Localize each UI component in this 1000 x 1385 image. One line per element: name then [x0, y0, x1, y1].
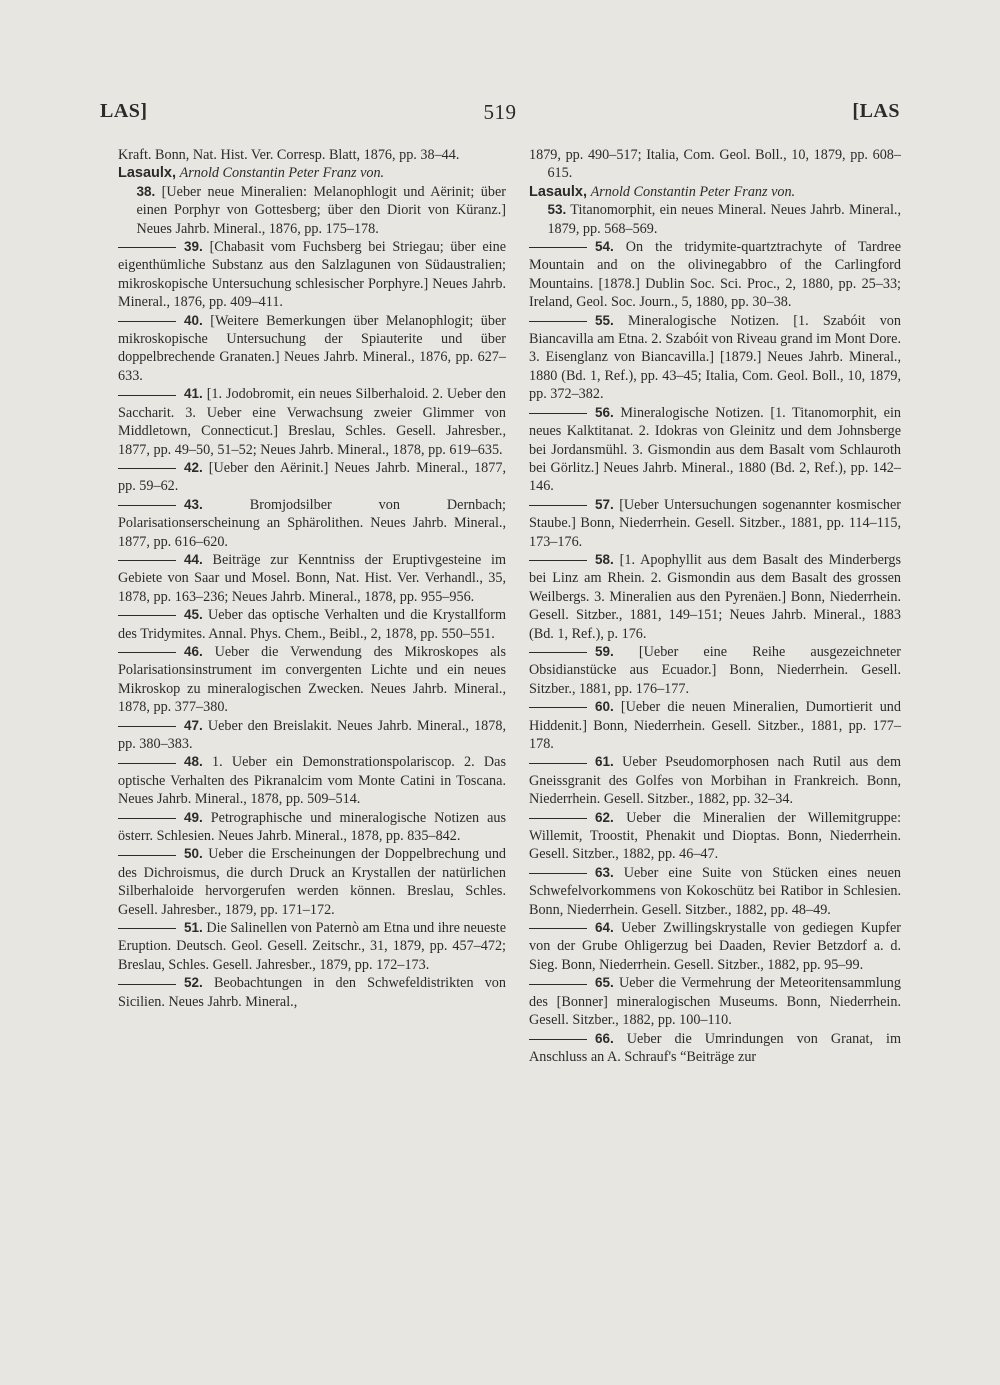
entry-number: 51.	[184, 920, 203, 936]
ditto-dash	[529, 652, 587, 653]
bibliography-entry	[529, 974, 901, 1029]
entry-text: Ueber die Verwendung des Mikroskopes als Polarisationsinstrument im convergenten Lichte und ein neues Mikroskop zu mineralogischen Zwecken. Neues Jahrb. Mineral., 1878, pp. 377–380.	[118, 643, 507, 716]
bibliography-entry	[118, 496, 506, 551]
bibliography-entry	[118, 809, 506, 846]
bibliography-entry	[529, 753, 901, 808]
author-heading	[118, 164, 506, 182]
bibliography-entry	[529, 809, 901, 864]
entry-text: Ueber die Mineralien der Willemitgruppe: Willemit, Troostit, Phenakit und Dioptas. Bonn, Niederrhein. Gesell. Sitzber., 1882, pp. 46–47.	[529, 809, 902, 863]
bibliography-entry	[118, 606, 506, 643]
entry-number: 43.	[184, 496, 203, 512]
bibliography-entry	[529, 404, 901, 496]
entry-text: Ueber Pseudomorphosen nach Rutil aus dem Gneissgranit des Golfes von Morbihan in Frankreich. Bonn, Niederrhein. Gesell. Sitzber., 1882, pp. 32–34.	[529, 754, 902, 808]
bibliography-entry	[529, 551, 901, 643]
entry-text: Titanomorphit, ein neues Mineral. Neues Jahrb. Mineral., 1879, pp. 568–569.	[547, 202, 901, 237]
entry-number: 60.	[595, 699, 614, 715]
ditto-dash	[529, 928, 587, 929]
ditto-dash	[529, 321, 587, 322]
author-heading	[529, 183, 901, 201]
page-header	[100, 100, 900, 130]
ditto-dash	[118, 615, 176, 616]
bibliography-entry	[118, 551, 506, 606]
entry-number: 40.	[184, 312, 203, 328]
entry-text: [Ueber den Aërinit.] Neues Jahrb. Mineral., 1877, pp. 59–62.	[118, 459, 507, 495]
bibliography-entry	[118, 974, 506, 1011]
entry-number: 63.	[595, 864, 614, 880]
entry-text: Beobachtungen in den Schwefeldistrikten von Sicilien. Neues Jahrb. Mineral.,	[118, 975, 506, 1010]
ditto-dash	[118, 247, 176, 248]
ditto-dash	[118, 928, 176, 929]
page-number: 519	[483, 100, 517, 124]
entry-number: 41.	[184, 386, 203, 402]
ditto-dash	[529, 413, 587, 414]
author-given-names: Arnold Constantin Peter Franz von.	[590, 183, 796, 200]
author-surname: Lasaulx,	[118, 165, 177, 182]
author-given-names: Arnold Constantin Peter Franz von.	[179, 165, 385, 182]
entry-text: Ueber den Breislakit. Neues Jahrb. Mineral., 1878, pp. 380–383.	[118, 717, 507, 752]
entry-number: 57.	[595, 496, 614, 512]
bibliography-entry	[118, 459, 506, 496]
bibliography-entry	[529, 238, 901, 312]
bibliography-entry	[529, 864, 901, 919]
author-surname: Lasaulx,	[529, 183, 588, 200]
entry-number: 38.	[136, 183, 156, 199]
entry-number: 50.	[184, 846, 203, 862]
entry-text: Petrographische und mineralogische Notizen aus österr. Schlesien. Neues Jahrb. Mineral., 1878, pp. 835–842.	[118, 809, 506, 845]
entry-text: 1. Ueber ein Demonstrationspolariscop. 2. Das optische Verhalten des Pikranalcim vom Monte Catini in Toscana. Neues Jahrb. Mineral., 1878, pp. 509–514.	[118, 754, 506, 808]
entry-text: [Ueber Untersuchungen sogenannter kosmischer Staube.] Bonn, Niederrhein. Gesell. Sitzber., 1881, pp. 114–115, 173–176.	[529, 496, 901, 550]
entry-number: 58.	[595, 551, 614, 567]
entry-text: [Ueber die neuen Mineralien, Dumortierit und Hiddenit.] Bonn, Niederrhein. Gesell. Sitzber., 1881, pp. 177–178.	[529, 699, 901, 752]
bibliography-entry	[529, 1030, 901, 1067]
entry-text: Ueber die Erscheinungen der Doppelbrechung und des Dichroismus, die durch Druck an Krystallen der natürlichen Silberhaloide hervorgerufen werden können. Breslau, Schles. Gesell. Jahresber., 1879, pp. 171–172.	[118, 846, 507, 918]
entry-text: Mineralogische Notizen. [1. Titanomorphit, ein neues Kalktitanat. 2. Idokras von Gleinitz und dem Johnsberge bei Jordansmühl. 3. Gismondin aus dem Basalt vom Schlauroth bei Görlitz.] Neues Jahrb. Mineral., 1880 (Bd. 2, Ref.), pp. 142–146.	[529, 404, 902, 495]
ditto-dash	[118, 726, 176, 727]
running-head-right: [LAS	[852, 100, 900, 122]
ditto-dash	[118, 763, 176, 764]
entry-list	[118, 183, 506, 1011]
entry-number: 52.	[184, 975, 203, 991]
bibliography-entry	[118, 753, 506, 808]
entry-number: 46.	[184, 643, 203, 659]
entry-text: Bromjodsilber von Dernbach; Polarisationserscheinung an Sphärolithen. Neues Jahrb. Mineral., 1877, pp. 616–620.	[118, 496, 506, 550]
bibliography-entry	[118, 643, 506, 717]
entry-number: 56.	[595, 404, 614, 420]
bibliography-entry	[118, 717, 506, 754]
ditto-dash	[529, 873, 587, 874]
ditto-dash	[118, 855, 176, 856]
running-head-left: LAS]	[100, 100, 148, 122]
entry-number: 65.	[595, 975, 614, 991]
ditto-dash	[529, 247, 587, 248]
entry-number: 48.	[184, 754, 203, 770]
entry-number: 66.	[595, 1030, 614, 1046]
entry-text: [1. Apophyllit aus dem Basalt des Minderbergs bei Linz am Rhein. 2. Gismondin aus dem Basalt des grossen Weilbergs. 3. Mineralien aus den Pyrenäen.] Bonn, Niederrhein. Gesell. Sitzber., 1881, 149–151; Neues Jahrb. Mineral., 1883 (Bd. 1, Ref.), p. 176.	[529, 551, 902, 642]
bibliography-entry	[529, 201, 901, 238]
bibliography-entry	[529, 643, 901, 698]
ditto-dash	[529, 707, 587, 708]
right-column	[529, 146, 901, 1066]
entry-number: 61.	[595, 754, 614, 770]
entry-number: 44.	[184, 551, 203, 567]
bibliography-entry	[118, 312, 506, 386]
entry-text: [1. Jodobromit, ein neues Silberhaloid. 2. Ueber den Saccharit. 3. Ueber eine Verwachsung zweier Glimmer von Middletown, Connecticut.] Breslau, Schles. Gesell. Jahresber., 1877, pp. 49–50, 51–52; Neues Jahrb. Mineral., 1878, pp. 619–635.	[118, 386, 506, 458]
ditto-dash	[529, 763, 587, 764]
entry-number: 59.	[595, 643, 614, 659]
ditto-dash	[118, 321, 176, 322]
ditto-dash	[118, 984, 176, 985]
entry-text: [Ueber neue Mineralien: Melanophlogit und Aërinit; über einen Porphyr von Gottesberg; über den Diorit von Küranz.] Neues Jahrb. Mineral., 1876, pp. 175–178.	[136, 183, 506, 237]
entry-text: Beiträge zur Kenntniss der Eruptivgesteine im Gebiete von Saar und Mosel. Bonn, Nat. Hist. Ver. Verhandl., 35, 1878, pp. 163–236; Neues Jahrb. Mineral., 1878, pp. 955–956.	[118, 551, 507, 605]
entry-text: Ueber die Vermehrung der Meteoritensammlung des [Bonner] mineralogischen Museums. Bonn, Niederrhein. Gesell. Sitzber., 1882, pp. 100–110.	[529, 975, 901, 1029]
entry-text: [Ueber eine Reihe ausgezeichneter Obsidianstücke aus Ecuador.] Bonn, Niederrhein. Gesell. Sitzber., 1881, pp. 176–177.	[529, 643, 901, 697]
bibliography-entry	[118, 238, 506, 312]
entry-number: 64.	[595, 920, 614, 936]
entry-text: Ueber eine Suite von Stücken eines neuen Schwefelvorkommens von Kokoschütz bei Ratibor in Schlesien. Bonn, Niederrhein. Gesell. Sitzber., 1882, pp. 48–49.	[529, 864, 902, 918]
entry-number: 49.	[184, 809, 203, 825]
left-column	[118, 146, 506, 1011]
ditto-dash	[118, 505, 176, 506]
ditto-dash	[529, 1039, 587, 1040]
bibliography-entry	[118, 919, 506, 974]
entry-number: 39.	[184, 239, 203, 255]
entry-number: 42.	[184, 459, 203, 475]
entry-text: [Weitere Bemerkungen über Melanophlogit; über mikroskopische Untersuchung der Spiauterite und über doppelbrechende Granaten.] Neues Jahrb. Mineral., 1876, pp. 627–633.	[118, 312, 506, 384]
ditto-dash	[529, 560, 587, 561]
bibliography-entry	[529, 496, 901, 551]
entry-number: 45.	[184, 607, 203, 623]
entry-text: [Chabasit vom Fuchsberg bei Striegau; über eine eigenthümliche Substanz aus den Salzlagunen von Südaustralien; mikroskopische Untersuchung schlesischer Porphyre.] Neues Jahrb. Mineral., 1876, pp. 409–411.	[118, 239, 507, 311]
ditto-dash	[118, 560, 176, 561]
ditto-dash	[118, 395, 176, 396]
entry-text: Mineralogische Notizen. [1. Szabóit von Biancavilla am Etna. 2. Szabóit von Riveau grand im Mont Dore. 3. Eisenglanz von Biancavilla.] [1879.] Neues Jahrb. Mineral., 1880 (Bd. 1, Ref.), pp. 43–45; Italia, Com. Geol. Boll., 10, 1879, pp. 372–382.	[529, 312, 901, 403]
bibliography-entry	[529, 919, 901, 974]
ditto-dash	[118, 652, 176, 653]
continued-entry: Kraft. Bonn, Nat. Hist. Ver. Corresp. Blatt, 1876, pp. 38–44.	[118, 147, 460, 163]
bibliography-entry	[529, 698, 901, 753]
ditto-dash	[118, 818, 176, 819]
bibliography-entry	[118, 845, 506, 919]
bibliography-entry	[118, 183, 506, 238]
entry-number: 55.	[595, 312, 614, 328]
entry-number: 47.	[184, 717, 203, 733]
ditto-dash	[118, 468, 176, 469]
entry-list	[529, 201, 901, 1066]
ditto-dash	[529, 984, 587, 985]
entry-text: Ueber die Umrindungen von Granat, im Anschluss an A. Schrauf's “Beiträge zur	[529, 1030, 901, 1065]
ditto-dash	[529, 505, 587, 506]
entry-text: On the tridymite-quartztrachyte of Tardree Mountain and on the olivinegabbro of the Carlingford Mountains. [1878.] Dublin Soc. Sci. Proc., 2, 1880, pp. 25–33; Ireland, Geol. Soc. Journ., 5, 1880, pp. 30–38.	[529, 239, 901, 311]
entry-text: Ueber das optische Verhalten und die Krystallform des Tridymites. Annal. Phys. Chem., Beibl., 2, 1878, pp. 550–551.	[118, 607, 507, 642]
ditto-dash	[529, 818, 587, 819]
bibliography-entry	[118, 385, 506, 459]
continued-entry: 1879, pp. 490–517; Italia, Com. Geol. Boll., 10, 1879, pp. 608–615.	[529, 147, 901, 182]
entry-number: 54.	[595, 239, 614, 255]
bibliography-entry	[529, 312, 901, 404]
entry-number: 62.	[595, 809, 614, 825]
entry-number: 53.	[547, 202, 567, 218]
entry-text: Die Salinellen von Paternò am Etna und ihre neueste Eruption. Deutsch. Geol. Gesell. Zeitschr., 31, 1879, pp. 457–472; Breslau, Schles. Gesell. Jahresber., 1879, pp. 172–173.	[118, 920, 506, 973]
entry-text: Ueber Zwillingskrystalle von gediegen Kupfer von der Grube Ohligerzug bei Daaden, Revier Betzdorf a. d. Sieg. Bonn, Niederrhein. Gesell. Sitzber., 1882, pp. 95–99.	[529, 920, 901, 973]
